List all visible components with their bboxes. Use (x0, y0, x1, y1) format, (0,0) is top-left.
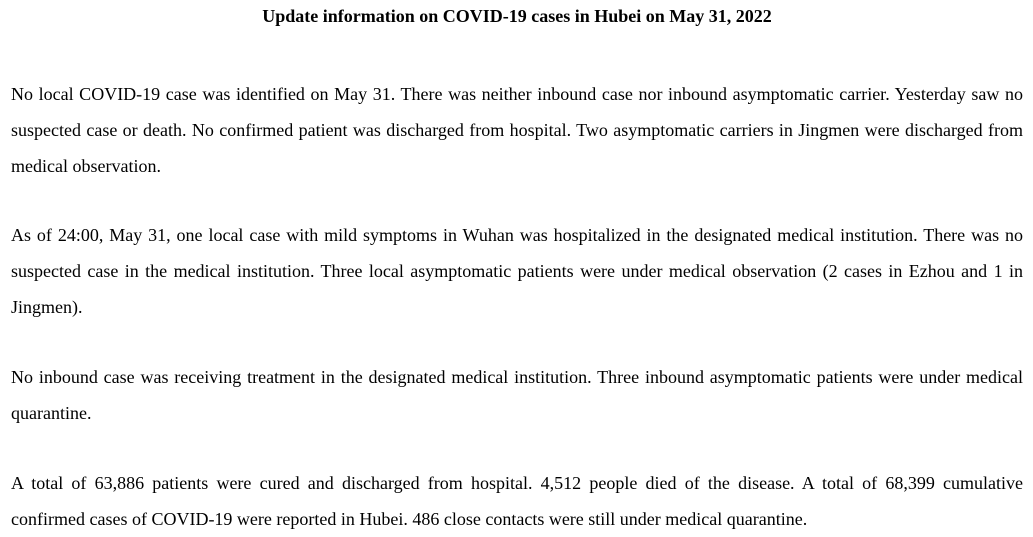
paragraph-daily-summary: No local COVID-19 case was identified on May 31. There was neither inbound case nor inbound asymptomatic carrier. Yesterday saw no suspected case or death. No confirmed patient was discharged from hospital. Two asymptomatic carriers in Jingmen were discharged from medical observation. (11, 84, 1023, 176)
paragraph-local-cases: As of 24:00, May 31, one local case with mild symptoms in Wuhan was hospitalized in the designated medical institution. There was no suspected case in the medical institution. Three local asymptomatic patients were under medical observation (2 cases in Ezhou and 1 in Jingmen). (11, 225, 1023, 317)
document-title: Update information on COVID-19 cases in Hubei on May 31, 2022 (262, 6, 772, 26)
paragraph-cumulative-totals: A total of 63,886 patients were cured and discharged from hospital. 4,512 people died of the disease. A total of 68,399 cumulative confirmed cases of COVID-19 were reported in Hubei. 486 close contacts were still under medical quarantine. (11, 473, 1023, 529)
paragraph-inbound-cases: No inbound case was receiving treatment in the designated medical institution. Three inbound asymptomatic patients were under medical quarantine. (11, 367, 1023, 423)
